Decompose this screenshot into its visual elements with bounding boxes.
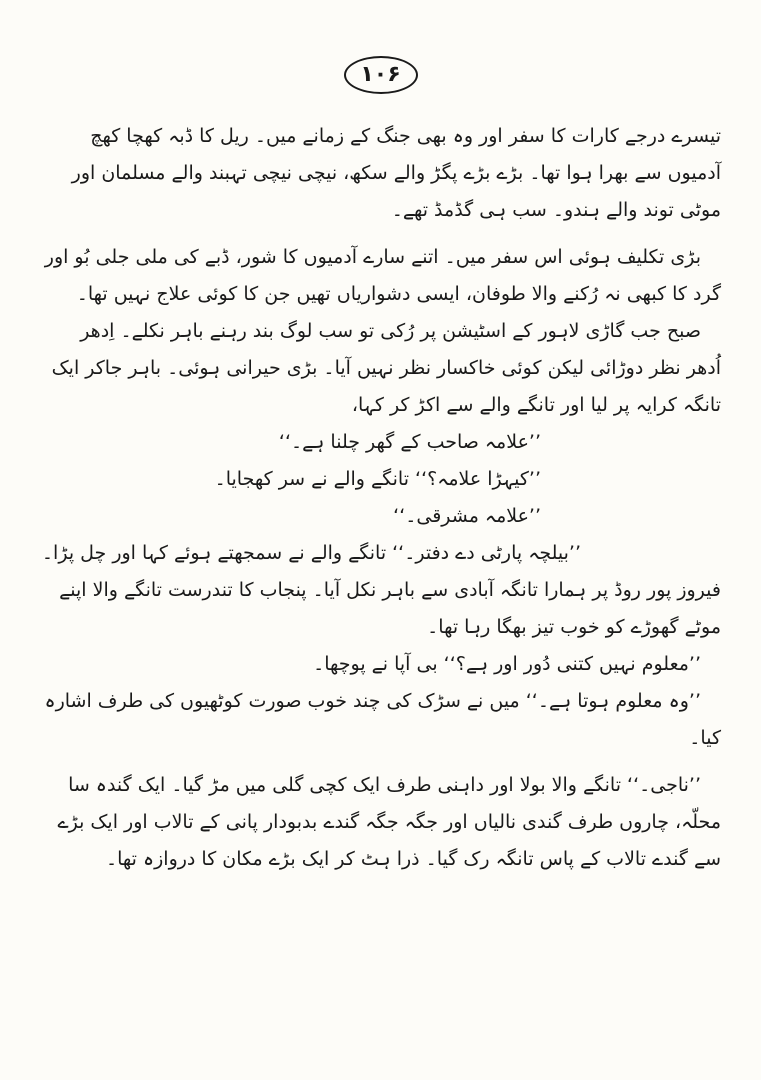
page-text [40,118,721,878]
dialog-line-2: ’’کیہڑا علامہ؟‘‘ تانگے والے نے سر کھجایا۔ [214,468,541,490]
paragraph-5: فیروز پور روڈ پر ہمارا تانگہ آبادی سے باہر نکل آیا۔ پنجاب کا تندرست تانگے والا اپنے موٹے گھوڑے کو خوب تیز بھگا رہا تھا۔ [59,579,721,638]
paragraph-4: ’’بیلچہ پارٹی دے دفتر۔‘‘ تانگے والے نے سمجھتے ہوئے کہا اور چل پڑا۔ [41,542,581,564]
paragraph-3: صبح جب گاڑی لاہور کے اسٹیشن پر رُکی تو سب لوگ بند رہنے باہر نکلے۔ اِدھر اُدھر نظر دوڑائی لیکن کوئی خاکسار نظر نہیں آیا۔ بڑی حیرانی ہوئی۔ باہر جاکر ایک تانگہ کرایہ پر لیا اور تانگے والے سے اکڑ کر کہا، [51,320,721,416]
page-number: ۱۰۶ [344,56,418,94]
paragraph-6: ’’معلوم نہیں کتنی دُور اور ہے؟‘‘ بی آپا نے پوچھا۔ [313,653,701,675]
paragraph-8: ’’ناجی۔‘‘ تانگے والا بولا اور داہنی طرف ایک کچی گلی میں مڑ گیا۔ ایک گندہ سا محلّہ، چاروں طرف گندی نالیاں اور جگہ جگہ گندے بدبودار پانی کے تالاب اور ایک بڑے سے گندے تالاب کے پاس تانگہ رک گیا۔ ذرا ہٹ کر ایک بڑے مکان کا دروازہ تھا۔ [57,774,721,870]
paragraph-2: بڑی تکلیف ہوئی اس سفر میں۔ اتنے سارے آدمیوں کا شور، ڈبے کی ملی جلی بُو اور گرد کا کبھی نہ رُکنے والا طوفان، ایسی دشواریاں تھیں جن کا کوئی علاج نہیں تھا۔ [44,246,721,305]
dialog-line-1: ’’علامہ صاحب کے گھر چلنا ہے۔‘‘ [278,431,541,453]
paragraph-1: تیسرے درجے کارات کا سفر اور وہ بھی جنگ کے زمانے میں۔ ریل کا ڈبہ کھچا کھچ آدمیوں سے بھرا ہوا تھا۔ بڑے بڑے پگڑ والے سکھ، نیچی نیچی تہبند والے مسلمان اور موٹی توند والے ہندو۔ سب ہی گڈمڈ تھے۔ [71,125,721,221]
page-number-container [0,56,761,94]
dialog-line-3: ’’علامہ مشرقی۔‘‘ [393,505,541,527]
paragraph-7: ’’وہ معلوم ہوتا ہے۔‘‘ میں نے سڑک کی چند خوب صورت کوٹھیوں کی طرف اشارہ کیا۔ [44,690,721,749]
